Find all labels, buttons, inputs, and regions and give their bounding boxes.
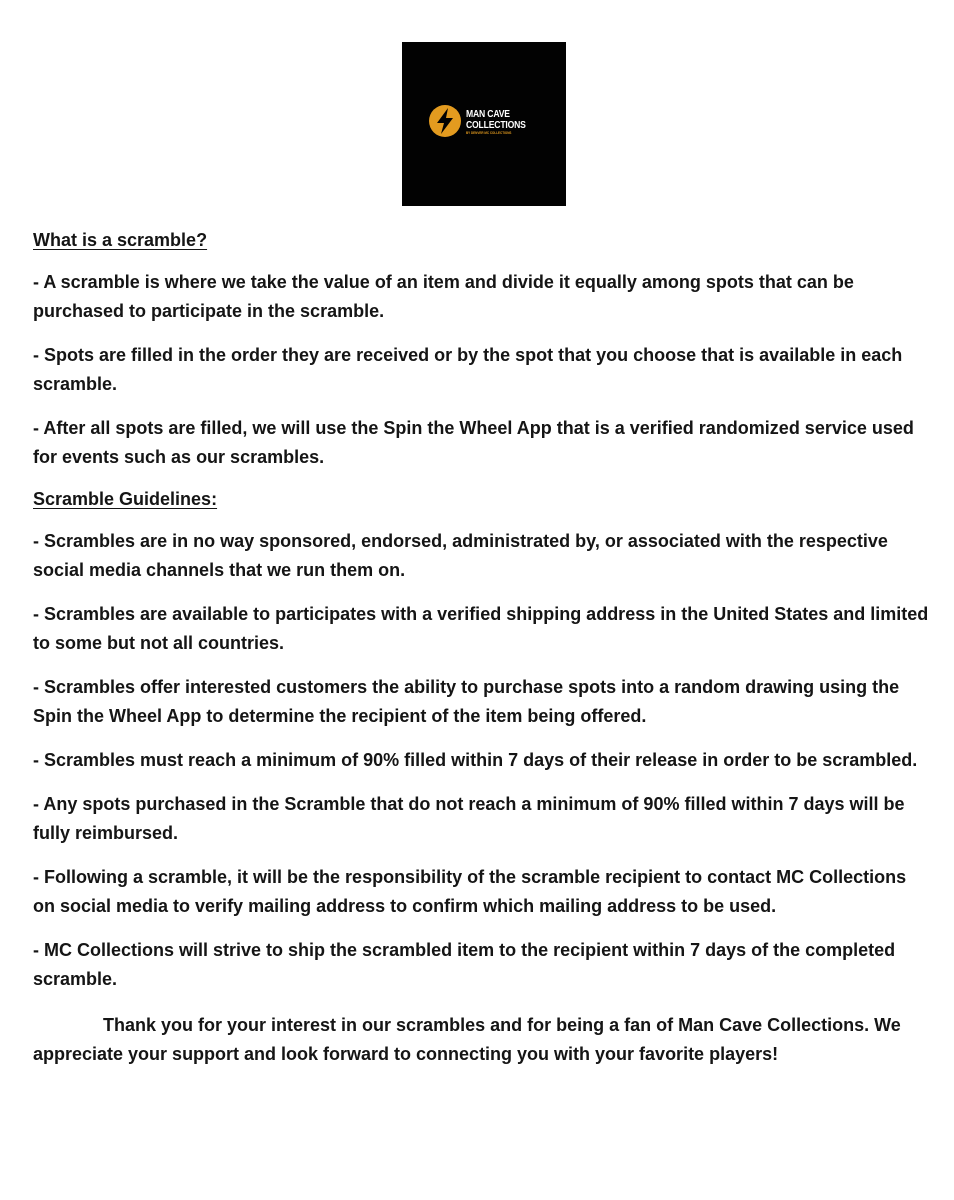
logo-line-1: MAN CAVE (466, 109, 510, 120)
guideline-item: - Any spots purchased in the Scramble that do not reach a minimum of 90% filled within 7 days will be fully reimbursed. (33, 794, 905, 843)
guideline-item: - Scrambles are available to participates with a verified shipping address in the United States and limited to some but not all countries. (33, 604, 929, 653)
scramble-item: - After all spots are filled, we will use the Spin the Wheel App that is a verified randomized service used for events such as our scrambles. (33, 418, 914, 467)
man-cave-collections-logo (402, 42, 566, 206)
logo-line-2: COLLECTIONS (466, 120, 526, 131)
guideline-item: - Scrambles offer interested customers the ability to purchase spots into a random drawing using the Spin the Wheel App to determine the recipient of the item being offered. (33, 677, 900, 726)
guideline-item: - Following a scramble, it will be the responsibility of the scramble recipient to contact MC Collections on social media to verify mailing address to confirm which mailing address to be used. (33, 867, 907, 916)
scramble-item: - A scramble is where we take the value of an item and divide it equally among spots that can be purchased to participate in the scramble. (33, 272, 854, 321)
guidelines-heading: Scramble Guidelines: (33, 489, 218, 509)
scramble-heading: What is a scramble? (33, 230, 208, 250)
scramble-item: - Spots are filled in the order they are received or by the spot that you choose that is available in each scramble. (33, 345, 903, 394)
closing-paragraph: Thank you for your interest in our scrambles and for being a fan of Man Cave Collections. We appreciate your support and look forward to connecting you with your favorite players! (33, 1015, 901, 1064)
guideline-item: - Scrambles are in no way sponsored, endorsed, administrated by, or associated with the respective social media channels that we run them on. (33, 531, 888, 580)
logo-tagline: BY DENVER MC COLLECTIONS (466, 131, 512, 135)
logo-wordmark (466, 109, 545, 136)
document-content (33, 226, 933, 1069)
lightning-bolt-icon (428, 104, 462, 138)
guideline-item: - Scrambles must reach a minimum of 90% filled within 7 days of their release in order to be scrambled. (33, 750, 918, 770)
guideline-item: - MC Collections will strive to ship the scrambled item to the recipient within 7 days of the completed scramble. (33, 940, 896, 989)
